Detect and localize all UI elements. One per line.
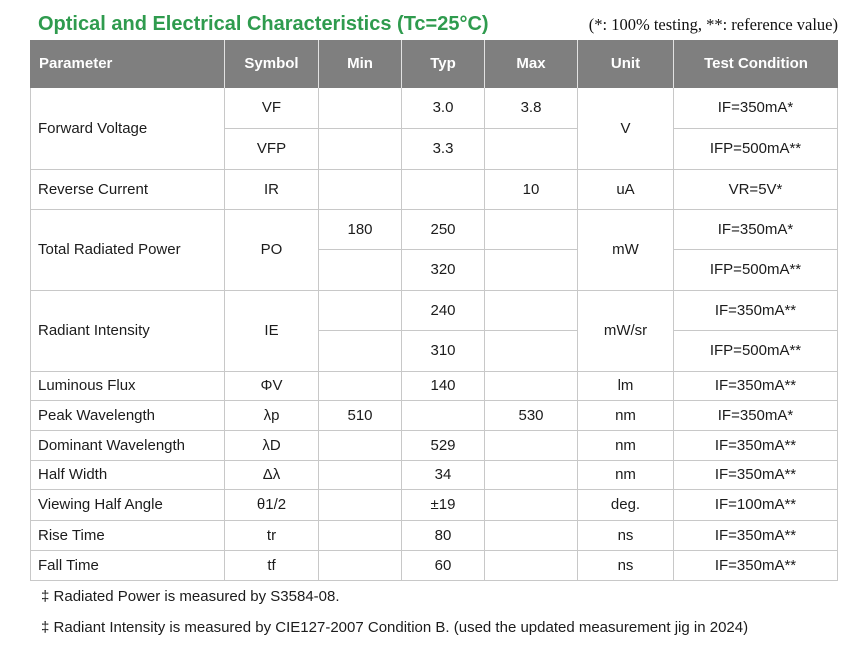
dominant-wavelength-max (485, 431, 578, 461)
radiant-intensity-min-1 (319, 291, 402, 331)
luminous-flux-min (319, 372, 402, 401)
radiant-intensity-symbol: IE (225, 291, 319, 372)
dominant-wavelength-unit: nm (578, 431, 674, 461)
forward-voltage-vf-max: 3.8 (485, 88, 578, 129)
reverse-current-symbol: IR (225, 170, 319, 210)
footnote-marker: ‡ (41, 619, 50, 636)
peak-wavelength-unit: nm (578, 401, 674, 431)
peak-wavelength-symbol: λp (225, 401, 319, 431)
radiant-intensity-condition-2: IFP=500mA** (674, 331, 838, 372)
radiant-intensity-unit: mW/sr (578, 291, 674, 372)
total-radiated-power-parameter: Total Radiated Power (30, 210, 225, 291)
fall-time-unit: ns (578, 551, 674, 581)
peak-wavelength-typ (402, 401, 485, 431)
fall-time-condition: IF=350mA** (674, 551, 838, 581)
viewing-half-angle-typ: ±19 (402, 490, 485, 521)
reverse-current-unit: uA (578, 170, 674, 210)
dominant-wavelength-symbol: λD (225, 431, 319, 461)
total-radiated-power-max-2 (485, 250, 578, 291)
total-radiated-power-typ-2: 320 (402, 250, 485, 291)
luminous-flux-condition: IF=350mA** (674, 372, 838, 401)
radiant-intensity-typ-2: 310 (402, 331, 485, 372)
total-radiated-power-typ-1: 250 (402, 210, 485, 250)
luminous-flux-symbol: ΦV (225, 372, 319, 401)
total-radiated-power-min-1: 180 (319, 210, 402, 250)
viewing-half-angle-max (485, 490, 578, 521)
half-width-symbol: Δλ (225, 461, 319, 490)
rise-time-parameter: Rise Time (30, 521, 225, 551)
reverse-current-parameter: Reverse Current (30, 170, 225, 210)
reverse-current-condition: VR=5V* (674, 170, 838, 210)
luminous-flux-max (485, 372, 578, 401)
half-width-typ: 34 (402, 461, 485, 490)
radiant-intensity-parameter: Radiant Intensity (30, 291, 225, 372)
rise-time-typ: 80 (402, 521, 485, 551)
total-radiated-power-unit: mW (578, 210, 674, 291)
viewing-half-angle-symbol: θ1/2 (225, 490, 319, 521)
radiant-intensity-max-1 (485, 291, 578, 331)
half-width-parameter: Half Width (30, 461, 225, 490)
peak-wavelength-condition: IF=350mA* (674, 401, 838, 431)
fall-time-parameter: Fall Time (30, 551, 225, 581)
dominant-wavelength-typ: 529 (402, 431, 485, 461)
reverse-current-max: 10 (485, 170, 578, 210)
forward-voltage-vf-typ: 3.0 (402, 88, 485, 129)
dominant-wavelength-min (319, 431, 402, 461)
peak-wavelength-parameter: Peak Wavelength (30, 401, 225, 431)
half-width-max (485, 461, 578, 490)
viewing-half-angle-min (319, 490, 402, 521)
luminous-flux-parameter: Luminous Flux (30, 372, 225, 401)
total-radiated-power-condition-1: IF=350mA* (674, 210, 838, 250)
fall-time-min (319, 551, 402, 581)
rise-time-unit: ns (578, 521, 674, 551)
total-radiated-power-condition-2: IFP=500mA** (674, 250, 838, 291)
forward-voltage-vfp-symbol: VFP (225, 129, 319, 170)
forward-voltage-vf-min (319, 88, 402, 129)
forward-voltage-unit: V (578, 88, 674, 170)
forward-voltage-vfp-min (319, 129, 402, 170)
rise-time-condition: IF=350mA** (674, 521, 838, 551)
radiant-intensity-min-2 (319, 331, 402, 372)
footnote-text: Radiant Intensity is measured by CIE127-2007 Condition B. (used the updated measurement jig in 2024) (53, 619, 749, 636)
dominant-wavelength-parameter: Dominant Wavelength (30, 431, 225, 461)
header-max: Max (485, 40, 578, 88)
peak-wavelength-max: 530 (485, 401, 578, 431)
dominant-wavelength-condition: IF=350mA** (674, 431, 838, 461)
header-symbol: Symbol (225, 40, 319, 88)
forward-voltage-vf-condition: IF=350mA* (674, 88, 838, 129)
viewing-half-angle-parameter: Viewing Half Angle (30, 490, 225, 521)
header-typ: Typ (402, 40, 485, 88)
fall-time-max (485, 551, 578, 581)
forward-voltage-vfp-max (485, 129, 578, 170)
forward-voltage-vf-symbol: VF (225, 88, 319, 129)
fall-time-symbol: tf (225, 551, 319, 581)
header-min: Min (319, 40, 402, 88)
characteristics-table (30, 40, 838, 581)
total-radiated-power-max-1 (485, 210, 578, 250)
luminous-flux-unit: lm (578, 372, 674, 401)
peak-wavelength-min: 510 (319, 401, 402, 431)
radiant-intensity-max-2 (485, 331, 578, 372)
page-title: Optical and Electrical Characteristics (Tc=25°C) (38, 13, 489, 35)
footnote-marker: ‡ (41, 588, 50, 605)
forward-voltage-vfp-condition: IFP=500mA** (674, 129, 838, 170)
footnote-text: Radiated Power is measured by S3584-08. (53, 588, 340, 605)
viewing-half-angle-unit: deg. (578, 490, 674, 521)
footnote-radiant-intensity (41, 619, 748, 637)
half-width-condition: IF=350mA** (674, 461, 838, 490)
total-radiated-power-symbol: PO (225, 210, 319, 291)
header-test-condition: Test Condition (674, 40, 838, 88)
rise-time-symbol: tr (225, 521, 319, 551)
testing-legend-note: (*: 100% testing, **: reference value) (588, 15, 838, 34)
footnote-radiated-power (41, 588, 340, 606)
half-width-min (319, 461, 402, 490)
radiant-intensity-condition-1: IF=350mA** (674, 291, 838, 331)
luminous-flux-typ: 140 (402, 372, 485, 401)
rise-time-min (319, 521, 402, 551)
half-width-unit: nm (578, 461, 674, 490)
radiant-intensity-typ-1: 240 (402, 291, 485, 331)
reverse-current-typ (402, 170, 485, 210)
header-unit: Unit (578, 40, 674, 88)
total-radiated-power-min-2 (319, 250, 402, 291)
header-parameter: Parameter (30, 40, 225, 88)
forward-voltage-vfp-typ: 3.3 (402, 129, 485, 170)
fall-time-typ: 60 (402, 551, 485, 581)
reverse-current-min (319, 170, 402, 210)
viewing-half-angle-condition: IF=100mA** (674, 490, 838, 521)
rise-time-max (485, 521, 578, 551)
forward-voltage-parameter: Forward Voltage (30, 88, 225, 170)
